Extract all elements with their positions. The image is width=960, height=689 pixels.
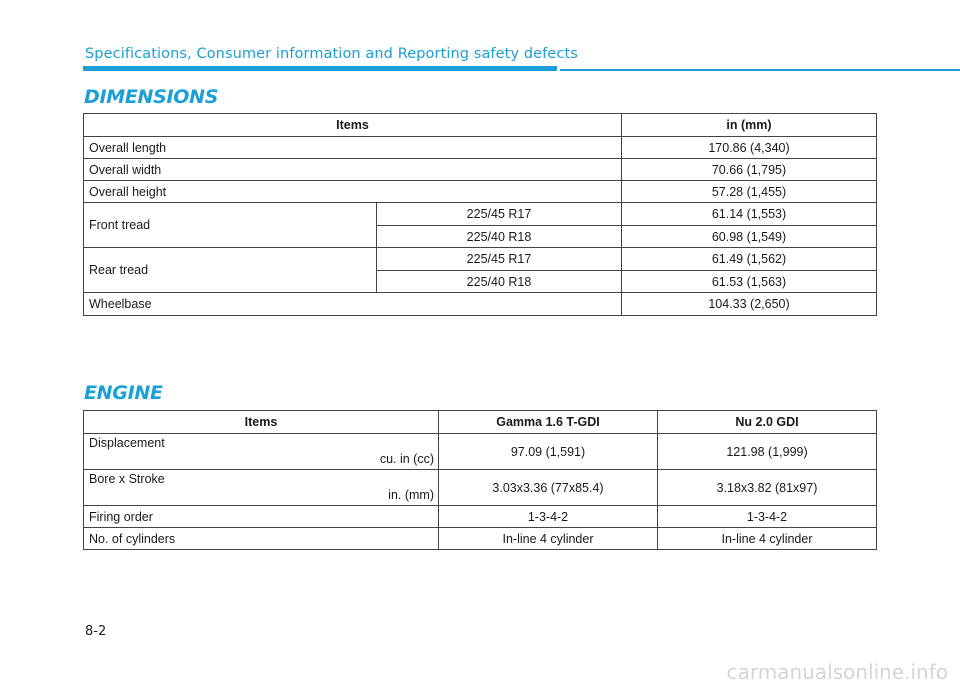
firing-order-label: Firing order	[84, 506, 439, 528]
front-tread-label: Front tread	[84, 203, 377, 248]
table-row	[84, 470, 877, 506]
gamma-value: 97.09 (1,591)	[439, 434, 658, 470]
nu-value: 3.18x3.82 (81x97)	[658, 470, 877, 506]
table-header-row	[84, 411, 877, 434]
column-header-gamma: Gamma 1.6 T-GDI	[439, 411, 658, 434]
column-header-in-mm: in (mm)	[622, 114, 877, 137]
bore-stroke-label: Bore x Stroke	[89, 472, 165, 486]
column-header-nu: Nu 2.0 GDI	[658, 411, 877, 434]
table-row	[84, 528, 877, 550]
cylinders-label: No. of cylinders	[84, 528, 439, 550]
tire-size: 225/45 R17	[377, 248, 622, 271]
row-value: 61.14 (1,553)	[622, 203, 877, 226]
bore-stroke-cell	[84, 470, 439, 506]
tire-size: 225/45 R17	[377, 203, 622, 226]
table-row	[84, 137, 877, 159]
table-row	[84, 293, 877, 316]
nu-value: In-line 4 cylinder	[658, 528, 877, 550]
nu-value: 121.98 (1,999)	[658, 434, 877, 470]
header-rule-thick	[83, 66, 557, 71]
wheelbase-label: Wheelbase	[84, 293, 622, 316]
page-number: 8-2	[85, 624, 107, 639]
dimensions-table	[83, 113, 877, 316]
table-row	[84, 248, 877, 271]
nu-value: 1-3-4-2	[658, 506, 877, 528]
row-label: Overall width	[84, 159, 622, 181]
bore-stroke-unit: in. (mm)	[388, 488, 434, 502]
table-row	[84, 434, 877, 470]
table-row	[84, 506, 877, 528]
header-rule-thin	[560, 69, 960, 71]
watermark: carmanualsonline.info	[726, 660, 948, 684]
row-value: 60.98 (1,549)	[622, 226, 877, 248]
column-header-items: Items	[84, 114, 622, 137]
table-header-row	[84, 114, 877, 137]
tire-size: 225/40 R18	[377, 271, 622, 293]
column-header-items: Items	[84, 411, 439, 434]
row-label: Overall length	[84, 137, 622, 159]
row-value: 57.28 (1,455)	[622, 181, 877, 203]
row-value: 61.49 (1,562)	[622, 248, 877, 271]
engine-section-title: ENGINE	[84, 382, 163, 404]
tire-size: 225/40 R18	[377, 226, 622, 248]
row-value: 70.66 (1,795)	[622, 159, 877, 181]
dimensions-section-title: DIMENSIONS	[84, 86, 219, 108]
engine-table	[83, 410, 877, 550]
gamma-value: In-line 4 cylinder	[439, 528, 658, 550]
displacement-label: Displacement	[89, 436, 165, 450]
table-row	[84, 181, 877, 203]
displacement-unit: cu. in (cc)	[379, 452, 434, 466]
table-row	[84, 159, 877, 181]
row-value: 104.33 (2,650)	[622, 293, 877, 316]
row-label: Overall height	[84, 181, 622, 203]
table-row	[84, 203, 877, 226]
rear-tread-label: Rear tread	[84, 248, 377, 293]
displacement-cell	[84, 434, 439, 470]
gamma-value: 1-3-4-2	[439, 506, 658, 528]
gamma-value: 3.03x3.36 (77x85.4)	[439, 470, 658, 506]
page-header-title: Specifications, Consumer information and Reporting safety defects	[85, 46, 578, 62]
row-value: 170.86 (4,340)	[622, 137, 877, 159]
row-value: 61.53 (1,563)	[622, 271, 877, 293]
